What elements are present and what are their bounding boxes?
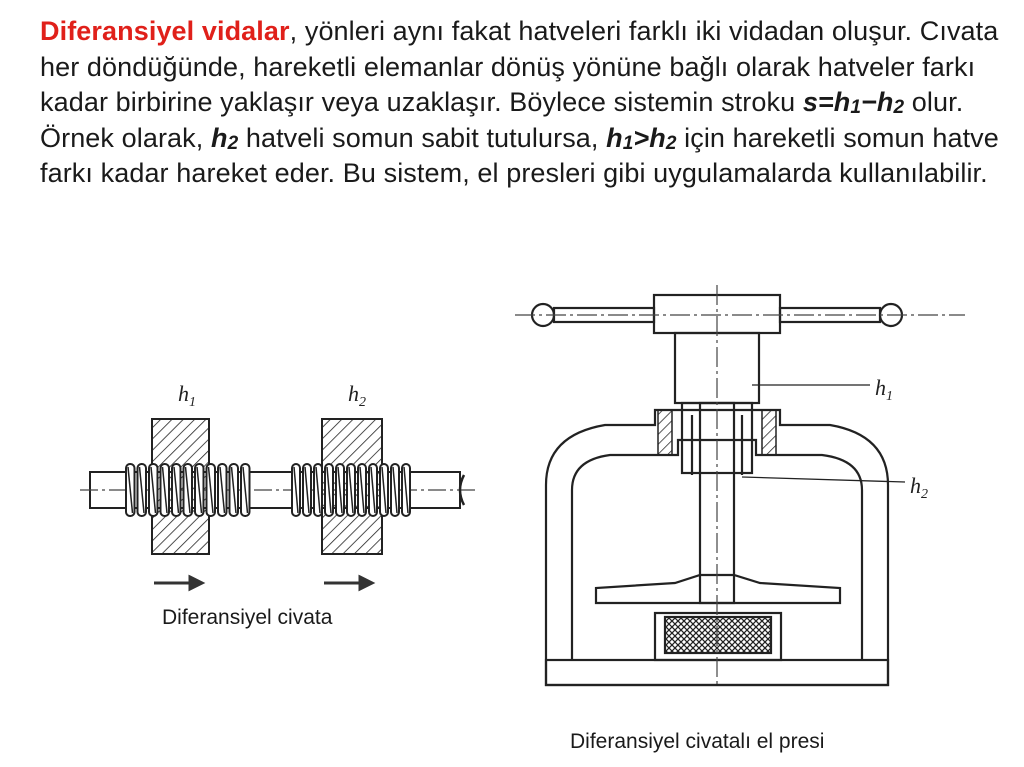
text-part-3: hatveli somun sabit tutulursa, [238,122,607,153]
left-label-h1: $h_1$ [178,381,196,410]
text-part-2: olur. Örnek olarak, [40,87,964,153]
caption-left: Diferansiyel civata [162,606,333,629]
inequality: $h_1>h_2$ [606,122,677,154]
caption-right: Diferansiyel civatalı el presi [570,730,825,753]
differential-screw-figure [80,375,500,605]
stroke-formula: $s=h_1-h_2$ [802,87,905,118]
arrow-right [324,577,372,589]
right-label-h2: $h_2$ [910,473,928,502]
h2-symbol: $h_2$ [210,122,239,154]
hand-press-figure [510,285,970,705]
term-highlight: Diferansiyel vidalar [40,16,290,46]
right-label-h1: $h_1$ [875,375,893,404]
text-part-1: , yönleri aynı fakat hatveleri farklı iki vidadan oluşur. Cıvata her döndüğünde, hareketli elemanlar dönüş yönüne bağlı olarak hatveler farkı kadar birbirine yaklaşır veya uzaklaşır. Böylece sistemin stroku [40,16,999,117]
arrow-left [154,577,202,589]
left-label-h2: $h_2$ [348,381,366,410]
body-paragraph [40,14,1010,192]
text-part-4: için hareketli somun hatve farkı kadar hareket eder. Bu sistem, el presleri gibi uygulamalarda kullanılabilir. [40,122,999,188]
